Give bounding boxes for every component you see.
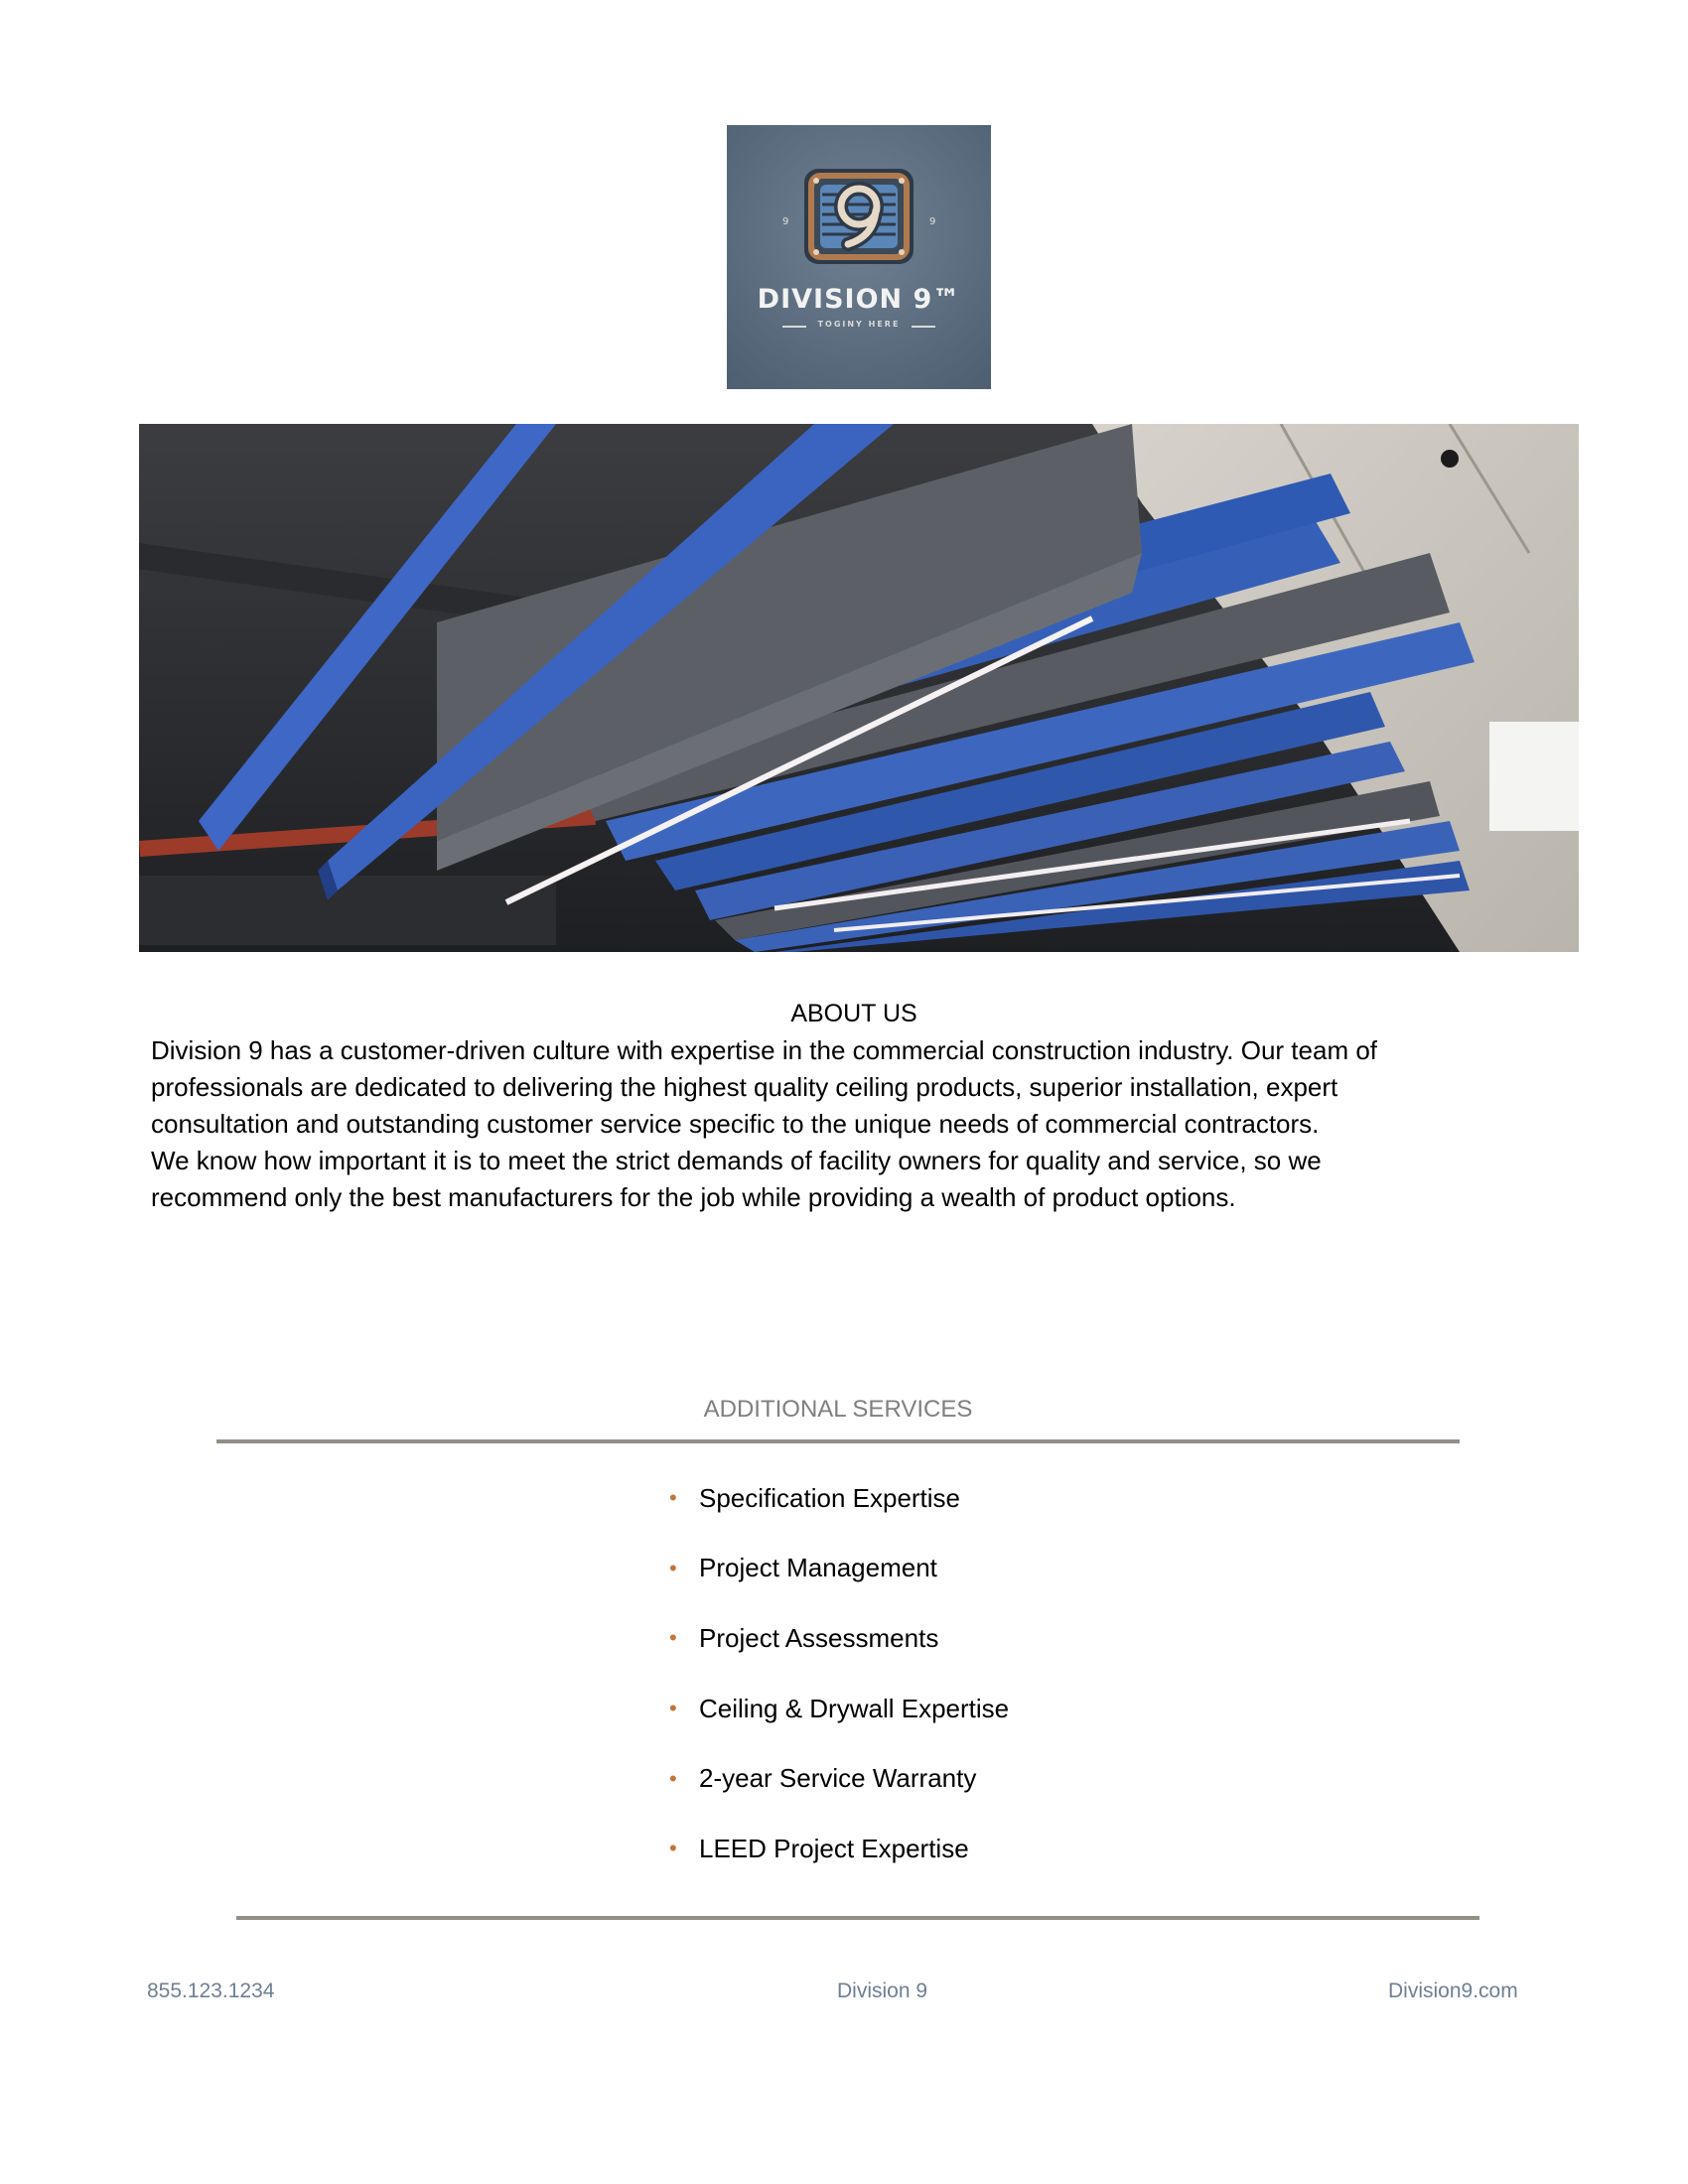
services-heading: ADDITIONAL SERVICES [703,1396,973,1423]
bullet-icon: • [669,1696,677,1721]
about-heading: ABOUT US [790,1000,917,1027]
company-logo [727,125,991,389]
list-item [669,1814,1009,1884]
logo-wordmark: DIVISION 9™ [757,284,961,315]
about-line: consultation and outstanding customer service specific to the unique needs of commercial contractors. [151,1109,1320,1139]
footer-website-link[interactable]: Division9.com [1388,1979,1518,2002]
about-line: recommend only the best manufacturers for the job while providing a wealth of product options. [151,1182,1236,1212]
divider [216,1439,1460,1443]
service-label: Ceiling & Drywall Expertise [699,1693,1010,1723]
list-item [669,1743,1009,1814]
footer-phone[interactable]: 855.123.1234 [147,1979,275,2002]
list-item [669,1603,1009,1674]
bullet-icon: • [669,1836,677,1861]
bullet-icon: • [669,1555,677,1580]
about-line: professionals are dedicated to delivering the highest quality ceiling products, superior installation, expert [151,1072,1338,1102]
service-label: Project Management [699,1553,937,1583]
footer-company: Division 9 [837,1979,928,2002]
ceiling-baffles-photo [139,424,1579,952]
bullet-icon: • [669,1625,677,1651]
bullet-icon: • [669,1485,677,1511]
about-line: We know how important it is to meet the strict demands of facility owners for quality and service, so we [151,1146,1322,1175]
service-label: LEED Project Expertise [699,1833,969,1863]
service-label: Project Assessments [699,1622,939,1653]
list-item [669,1534,1009,1604]
bullet-icon: • [669,1765,677,1791]
list-item [669,1463,1009,1534]
logo-tagline: TOGINY HERE [817,320,901,329]
services-list [669,1463,1009,1884]
logo-side-mark-right: 9 [929,216,936,227]
service-label: Specification Expertise [699,1482,961,1513]
divider [236,1916,1479,1920]
logo-emblem-icon [727,125,991,389]
list-item [669,1674,1009,1744]
service-label: 2-year Service Warranty [699,1763,977,1794]
hero-image [139,424,1579,952]
logo-side-mark-left: 9 [782,216,789,227]
about-line: Division 9 has a customer-driven culture with expertise in the commercial construction industry. Our team of [151,1035,1378,1065]
about-paragraph [151,1032,1581,1216]
